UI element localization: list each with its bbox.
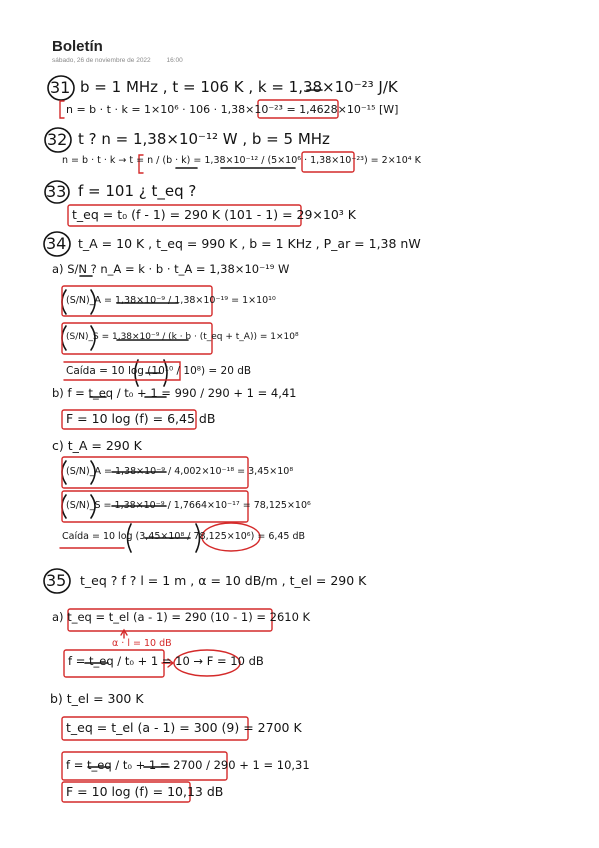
p33-line-2: t_eq = t₀ (f - 1) = 290 K (101 - 1) = 29×10³ K xyxy=(72,207,356,222)
p31-line-1: b = 1 MHz , t = 106 K , k = 1,38×10⁻²³ J/K xyxy=(80,78,398,96)
p34-line-a: a) S/N ? n_A = k · b · t_A = 1,38×10⁻¹⁹ W xyxy=(52,262,290,276)
page-meta xyxy=(52,57,183,64)
problem-number-33: 33 xyxy=(46,182,67,201)
p34-line-F: F = 10 log (f) = 6,45 dB xyxy=(66,411,216,426)
p35-line-f: f = t_eq / t₀ + 1 = 10 → F = 10 dB xyxy=(68,654,264,668)
p35-line-f-b: f = t_eq / t₀ + 1 = 2700 / 290 + 1 = 10,31 xyxy=(66,758,310,772)
p32-line-1: t ? n = 1,38×10⁻¹² W , b = 5 MHz xyxy=(78,130,330,148)
p35-line-b: b) t_el = 300 K xyxy=(50,691,144,706)
p34-line-caida-2: Caída = 10 log (3,45×10⁸ / 78,125×10⁶) = 6,45 dB xyxy=(62,531,306,542)
p31-line-2: n = b · t · k = 1×10⁶ · 106 · 1,38×10⁻²³ = 1,4628×10⁻¹⁵ [W] xyxy=(66,103,399,116)
page-title: Boletín xyxy=(52,38,103,55)
problem-number-34: 34 xyxy=(46,234,67,253)
p33-line-1: f = 101 ¿ t_eq ? xyxy=(78,182,197,200)
p34-line-b: b) f = t_eq / t₀ + 1 = 990 / 290 + 1 = 4,41 xyxy=(52,386,297,400)
problem-number-32: 32 xyxy=(47,130,68,149)
p32-line-2: n = b · t · k → t = n / (b · k) = 1,38×10⁻¹² / (5×10⁶ · 1,38×10⁻²³) = 2×10⁴ K xyxy=(62,155,421,166)
p35-line-alpha: α · l = 10 dB xyxy=(112,638,172,649)
p35-line-a: a) t_eq = t_el (a - 1) = 290 (10 - 1) = 2610 K xyxy=(52,610,311,624)
p34-line-c: c) t_A = 290 K xyxy=(52,438,142,453)
p34-line-sn-s-c: (S/N)_S = 1,38×10⁻⁹ / 1,7664×10⁻¹⁷ = 78,125×10⁶ xyxy=(66,500,311,511)
p34-line-caida-1: Caída = 10 log (10¹⁰ / 10⁸) = 20 dB xyxy=(66,365,252,377)
p34-line-1: t_A = 10 K , t_eq = 990 K , b = 1 KHz , P_ar = 1,38 nW xyxy=(78,236,421,251)
p35-line-F-b: F = 10 log (f) = 10,13 dB xyxy=(66,784,224,799)
p34-line-sn-a: (S/N)_A = 1,38×10⁻⁹ / 1,38×10⁻¹⁹ = 1×10¹⁰ xyxy=(66,295,276,306)
page-date: sábado, 26 de noviembre de 2022 xyxy=(52,57,151,64)
p35-line-1: t_eq ? f ? l = 1 m , α = 10 dB/m , t_el = 290 K xyxy=(80,573,367,588)
p35-line-teq-b: t_eq = t_el (a - 1) = 300 (9) = 2700 K xyxy=(66,720,302,735)
p34-line-sn-s: (S/N)_S = 1,38×10⁻⁹ / (k · b · (t_eq + t_A)) = 1×10⁸ xyxy=(66,332,299,342)
problem-number-35: 35 xyxy=(46,571,67,590)
problem-number-31: 31 xyxy=(50,78,71,97)
p34-line-sn-a-c: (S/N)_A = 1,38×10⁻⁹ / 4,002×10⁻¹⁸ = 3,45×10⁸ xyxy=(66,466,294,477)
page-time: 16:00 xyxy=(166,57,183,64)
